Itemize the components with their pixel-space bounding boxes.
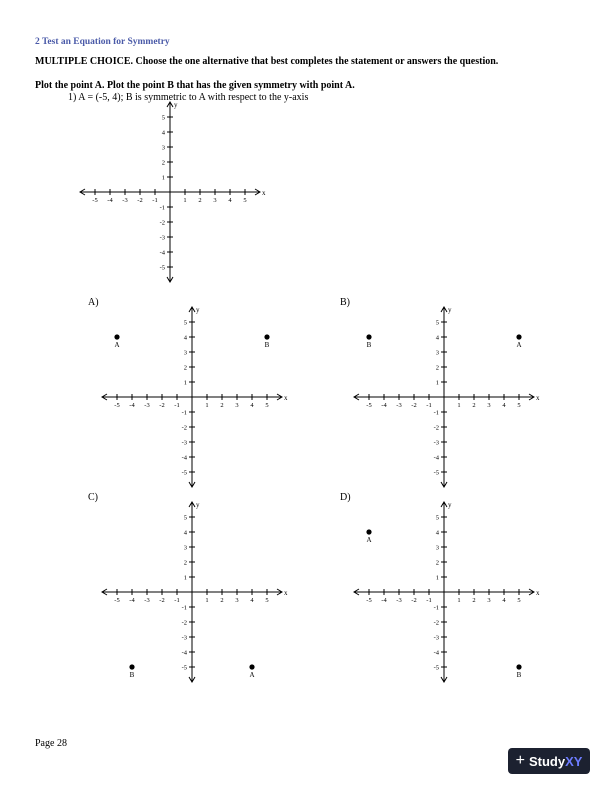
x-axis-label: x: [284, 394, 288, 402]
y-tick-label: -1: [433, 409, 439, 417]
y-tick-label: 2: [183, 559, 187, 567]
y-tick-label: -4: [181, 454, 187, 462]
y-tick-label: 1: [435, 574, 439, 582]
x-tick-label: -4: [129, 402, 135, 409]
choice-b-graph[interactable]: [344, 305, 544, 495]
y-tick-label: -4: [433, 649, 439, 657]
x-tick-label: 1: [183, 197, 187, 204]
x-tick-label: 5: [265, 597, 269, 604]
section-title: 2 Test an Equation for Symmetry: [35, 37, 170, 47]
x-tick-label: -5: [114, 597, 120, 604]
x-tick-label: -4: [107, 197, 113, 204]
x-tick-label: -3: [122, 197, 128, 204]
studyxy-badge[interactable]: [508, 748, 590, 774]
x-tick-label: 1: [457, 597, 461, 604]
y-tick-label: 5: [183, 319, 187, 327]
y-tick-label: -5: [181, 469, 187, 477]
point-a: [366, 529, 371, 534]
x-tick-label: -3: [144, 597, 150, 604]
choice-b-label: B): [340, 297, 350, 308]
y-tick-label: -4: [181, 649, 187, 657]
x-tick-label: -2: [137, 197, 143, 204]
y-tick-label: 2: [183, 364, 187, 372]
x-tick-label: 2: [472, 402, 476, 409]
y-axis-label: y: [196, 306, 200, 314]
x-tick-label: 3: [235, 597, 239, 604]
x-tick-label: -3: [144, 402, 150, 409]
y-tick-label: 4: [435, 334, 439, 342]
y-tick-label: -2: [159, 219, 165, 227]
x-tick-label: -1: [152, 197, 158, 204]
x-tick-label: -2: [411, 597, 417, 604]
x-tick-label: 3: [487, 597, 491, 604]
y-tick-label: 2: [435, 559, 439, 567]
y-tick-label: -2: [181, 619, 187, 627]
problem-instruction: Plot the point A. Plot the point B that has the given symmetry with point A.: [35, 80, 355, 91]
y-tick-label: -3: [433, 634, 439, 642]
point-b: [366, 334, 371, 339]
point-a: [516, 334, 521, 339]
x-tick-label: 4: [250, 597, 254, 604]
point-b: [129, 664, 134, 669]
x-axis-label: x: [536, 394, 540, 402]
x-tick-label: 3: [487, 402, 491, 409]
x-tick-label: -5: [366, 402, 372, 409]
y-tick-label: 5: [435, 514, 439, 522]
y-tick-label: 1: [161, 174, 165, 182]
x-tick-label: 1: [205, 402, 209, 409]
y-tick-label: 3: [435, 349, 439, 357]
y-tick-label: -3: [159, 234, 165, 242]
choice-a-graph[interactable]: [92, 305, 292, 495]
x-tick-label: 3: [235, 402, 239, 409]
x-tick-label: -1: [426, 402, 432, 409]
multiple-choice-instructions: MULTIPLE CHOICE. Choose the one alternative that best completes the statement or answers the question.: [35, 56, 499, 67]
y-tick-label: 3: [435, 544, 439, 552]
y-tick-label: -4: [433, 454, 439, 462]
y-tick-label: -5: [433, 664, 439, 672]
y-tick-label: -2: [181, 424, 187, 432]
plus-icon: +: [515, 752, 525, 769]
question-text: 1) A = (-5, 4); B is symmetric to A with respect to the y-axis: [68, 92, 309, 103]
x-tick-label: -1: [426, 597, 432, 604]
y-tick-label: -2: [433, 619, 439, 627]
choice-d-label: D): [340, 492, 351, 503]
point-b-label: B: [516, 671, 522, 679]
point-b-label: B: [264, 341, 270, 349]
point-a-label: A: [516, 341, 522, 349]
x-tick-label: 5: [517, 402, 521, 409]
y-tick-label: -4: [159, 249, 165, 257]
question-coordinate-plane: [70, 100, 270, 290]
y-tick-label: 2: [161, 159, 165, 167]
x-tick-label: 4: [250, 402, 254, 409]
x-tick-label: 4: [502, 402, 506, 409]
point-a-label: A: [366, 536, 372, 544]
x-tick-label: 3: [213, 197, 217, 204]
x-tick-label: -1: [174, 402, 180, 409]
y-tick-label: 2: [435, 364, 439, 372]
y-tick-label: -1: [181, 604, 187, 612]
y-tick-label: 5: [435, 319, 439, 327]
point-b-label: B: [366, 341, 372, 349]
point-b-label: B: [129, 671, 135, 679]
y-tick-label: -3: [181, 439, 187, 447]
choice-a-label: A): [88, 297, 99, 308]
x-tick-label: 4: [502, 597, 506, 604]
x-tick-label: 2: [472, 597, 476, 604]
page-number: Page 28: [35, 738, 67, 749]
y-tick-label: 3: [161, 144, 165, 152]
x-axis-label: x: [536, 589, 540, 597]
x-tick-label: -1: [174, 597, 180, 604]
point-a: [114, 334, 119, 339]
point-b: [516, 664, 521, 669]
x-tick-label: -2: [159, 402, 165, 409]
x-tick-label: -5: [366, 597, 372, 604]
x-tick-label: -2: [159, 597, 165, 604]
y-tick-label: 5: [161, 114, 165, 122]
y-tick-label: 4: [183, 529, 187, 537]
choice-d-graph[interactable]: [344, 500, 544, 690]
x-tick-label: -5: [92, 197, 98, 204]
y-tick-label: 4: [183, 334, 187, 342]
y-tick-label: -1: [181, 409, 187, 417]
choice-c-graph[interactable]: [92, 500, 292, 690]
x-tick-label: 1: [457, 402, 461, 409]
y-tick-label: 1: [435, 379, 439, 387]
y-axis-label: y: [174, 101, 178, 109]
y-tick-label: 3: [183, 349, 187, 357]
x-tick-label: -3: [396, 597, 402, 604]
x-tick-label: 5: [243, 197, 247, 204]
x-tick-label: 2: [220, 597, 224, 604]
y-tick-label: -5: [433, 469, 439, 477]
point-b: [264, 334, 269, 339]
y-tick-label: -1: [433, 604, 439, 612]
y-tick-label: 3: [183, 544, 187, 552]
y-axis-label: y: [448, 306, 452, 314]
x-tick-label: -3: [396, 402, 402, 409]
x-tick-label: 5: [517, 597, 521, 604]
y-tick-label: -2: [433, 424, 439, 432]
brand-accent: XY: [565, 753, 583, 769]
x-tick-label: -4: [381, 402, 387, 409]
x-axis-label: x: [262, 189, 266, 197]
y-tick-label: 4: [435, 529, 439, 537]
y-tick-label: 4: [161, 129, 165, 137]
choice-c-label: C): [88, 492, 98, 503]
x-axis-label: x: [284, 589, 288, 597]
point-a-label: A: [249, 671, 255, 679]
y-axis-label: y: [448, 501, 452, 509]
x-tick-label: -5: [114, 402, 120, 409]
y-tick-label: 5: [183, 514, 187, 522]
x-tick-label: -4: [381, 597, 387, 604]
point-a-label: A: [114, 341, 120, 349]
brand-name: Study: [528, 753, 566, 769]
y-tick-label: 1: [183, 574, 187, 582]
x-tick-label: 2: [220, 402, 224, 409]
x-tick-label: 1: [205, 597, 209, 604]
x-tick-label: 5: [265, 402, 269, 409]
y-tick-label: 1: [183, 379, 187, 387]
y-tick-label: -1: [159, 204, 165, 212]
y-tick-label: -5: [181, 664, 187, 672]
x-tick-label: -2: [411, 402, 417, 409]
y-axis-label: y: [196, 501, 200, 509]
x-tick-label: 4: [228, 197, 232, 204]
y-tick-label: -3: [433, 439, 439, 447]
y-tick-label: -5: [159, 264, 165, 272]
x-tick-label: 2: [198, 197, 202, 204]
point-a: [249, 664, 254, 669]
y-tick-label: -3: [181, 634, 187, 642]
x-tick-label: -4: [129, 597, 135, 604]
